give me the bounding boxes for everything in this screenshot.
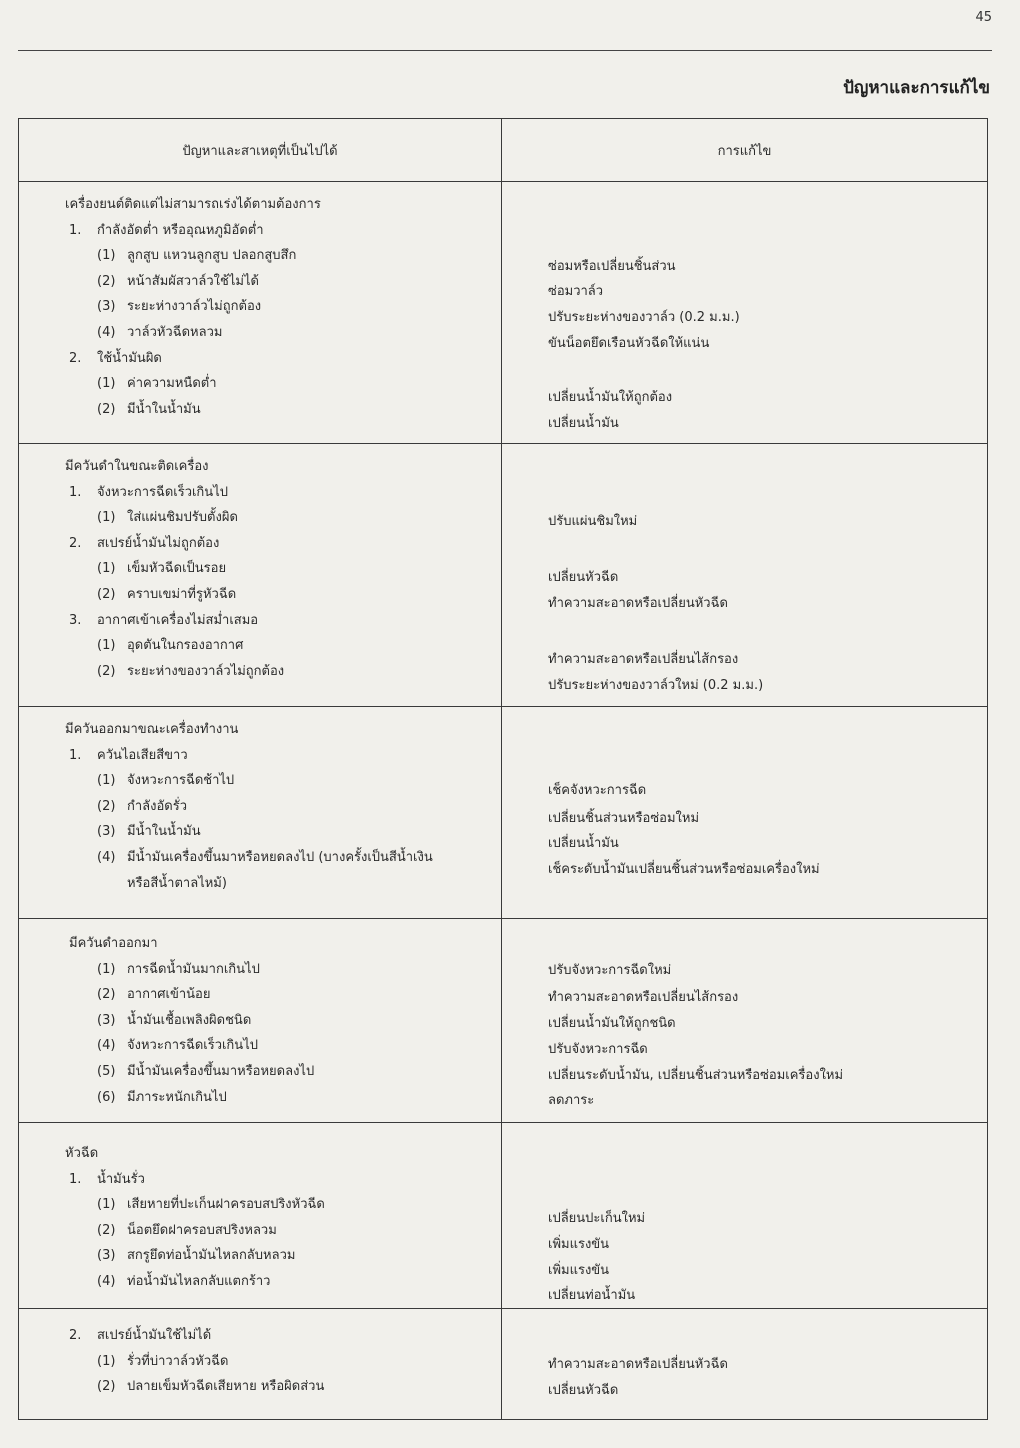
line-text: สเปรย์น้ำมันไม่ถูกต้อง bbox=[97, 535, 220, 551]
cause-subitem bbox=[65, 982, 501, 1008]
item-number: (1) bbox=[97, 773, 116, 789]
solution-text: เปลี่ยนน้ำมัน bbox=[548, 836, 619, 851]
line-text: หัวฉีด bbox=[65, 1146, 99, 1161]
cause-item bbox=[65, 743, 501, 769]
group-title bbox=[65, 1141, 501, 1167]
item-number: (1) bbox=[97, 510, 116, 526]
cause-subitem bbox=[65, 794, 501, 820]
solution-text: เปลี่ยนท่อน้ำมัน bbox=[548, 1288, 636, 1303]
solution-text: ทำความสะอาดหรือเปลี่ยนหัวฉีด bbox=[548, 1357, 728, 1372]
line-text: เสียหายที่ปะเก็นฝาครอบสปริงหัวฉีด bbox=[127, 1197, 325, 1213]
solution-text: เปลี่ยนชิ้นส่วนหรือซ่อมใหม่ bbox=[548, 811, 700, 826]
solution-text: ปรับแผ่นชิมใหม่ bbox=[548, 514, 638, 529]
cause-subitem bbox=[65, 1218, 501, 1244]
line-text: สเปรย์น้ำมันใช้ไม่ได้ bbox=[97, 1328, 212, 1343]
line-text: กำลังอัดต่ำ หรืออุณหภูมิอัดต่ำ bbox=[97, 222, 264, 238]
item-number: (1) bbox=[97, 248, 116, 264]
solution-text: เพิ่มแรงขัน bbox=[548, 1237, 610, 1252]
cause-subitem bbox=[65, 320, 501, 346]
line-text: มีน้ำในน้ำมัน bbox=[127, 401, 201, 417]
causes-cell bbox=[19, 1123, 502, 1308]
problem-group bbox=[19, 182, 987, 444]
cause-subitem bbox=[65, 768, 501, 794]
line-text: น้ำมันเชื้อเพลิงผิดชนิด bbox=[127, 1012, 252, 1028]
line-text: อากาศเข้าน้อย bbox=[127, 987, 211, 1003]
line-text: คราบเขม่าที่รูหัวฉีด bbox=[127, 586, 237, 602]
solution-text: เปลี่ยนน้ำมันให้ถูกต้อง bbox=[548, 390, 673, 405]
item-number: (4) bbox=[97, 324, 116, 340]
cause-subitem bbox=[65, 1085, 501, 1111]
solution-text: ทำความสะอาดหรือเปลี่ยนหัวฉีด bbox=[548, 596, 728, 611]
solutions-cell bbox=[502, 1123, 987, 1308]
solution-text: ปรับระยะห่างของวาล์วใหม่ (0.2 ม.ม.) bbox=[548, 678, 764, 693]
causes-cell bbox=[19, 1309, 502, 1419]
cause-subitem bbox=[65, 845, 501, 871]
line-text: จังหวะการฉีดเร็วเกินไป bbox=[127, 1038, 258, 1054]
line-text: ลูกสูบ แหวนลูกสูบ ปลอกสูบสึก bbox=[127, 248, 297, 264]
problem-group bbox=[19, 444, 987, 707]
item-number: (3) bbox=[97, 1012, 116, 1028]
item-number: (3) bbox=[97, 1248, 116, 1264]
cause-subitem bbox=[65, 582, 501, 608]
cause-subitem bbox=[65, 397, 501, 423]
line-text: มีน้ำมันเครื่องขึ้นมาหรือหยดลงไป (บางครั้งเป็นสีน้ำเงิน bbox=[127, 849, 433, 865]
solution-text: ปรับระยะห่างของวาล์ว (0.2 ม.ม.) bbox=[548, 310, 740, 325]
line-text: ระยะห่างของวาล์วไม่ถูกต้อง bbox=[127, 663, 285, 679]
line-text: มีภาระหนักเกินไป bbox=[127, 1089, 227, 1105]
solutions-cell bbox=[502, 919, 987, 1122]
item-number: (1) bbox=[97, 1197, 116, 1213]
solution-text: ซ่อมวาล์ว bbox=[548, 284, 604, 299]
cause-continuation bbox=[65, 871, 501, 897]
item-number: 3. bbox=[69, 612, 82, 628]
solutions-cell bbox=[502, 707, 987, 918]
problem-group bbox=[19, 1123, 987, 1309]
line-text: หน้าสัมผัสวาล์วใช้ไม่ได้ bbox=[127, 273, 259, 289]
cause-subitem bbox=[65, 505, 501, 531]
cause-subitem bbox=[65, 294, 501, 320]
line-text: อากาศเข้าเครื่องไม่สม่ำเสมอ bbox=[97, 612, 259, 628]
item-number: (2) bbox=[97, 1379, 116, 1395]
solution-text: ทำความสะอาดหรือเปลี่ยนไส้กรอง bbox=[548, 990, 739, 1005]
cause-subitem bbox=[65, 1243, 501, 1269]
solution-text: เปลี่ยนหัวฉีด bbox=[548, 1383, 619, 1398]
cause-item bbox=[65, 480, 501, 506]
cause-item bbox=[65, 1323, 501, 1349]
cause-subitem bbox=[65, 1008, 501, 1034]
item-number: (2) bbox=[97, 586, 116, 602]
item-number: (1) bbox=[97, 638, 116, 654]
cause-item bbox=[65, 218, 501, 244]
section-heading: ปัญหาและการแก้ไข bbox=[843, 78, 990, 98]
item-number: (4) bbox=[97, 849, 116, 865]
line-text: สกรูยึดท่อน้ำมันไหลกลับหลวม bbox=[127, 1248, 296, 1264]
cause-subitem bbox=[65, 659, 501, 685]
troubleshooting-table bbox=[18, 118, 988, 1420]
cause-subitem bbox=[65, 371, 501, 397]
solution-text: เปลี่ยนน้ำมัน bbox=[548, 416, 619, 431]
line-text: ใช้น้ำมันผิด bbox=[97, 350, 162, 366]
solution-text: เปลี่ยนน้ำมันให้ถูกชนิด bbox=[548, 1016, 676, 1031]
item-number: (2) bbox=[97, 987, 116, 1003]
item-number: (4) bbox=[97, 1273, 116, 1289]
line-text: รั่วที่บ่าวาล์วหัวฉีด bbox=[127, 1353, 229, 1369]
causes-cell bbox=[19, 444, 502, 706]
cause-subitem bbox=[65, 1033, 501, 1059]
line-text: เครื่องยนต์ติดแต่ไม่สามารถเร่งได้ตามต้องการ bbox=[65, 197, 321, 212]
line-text: การฉีดน้ำมันมากเกินไป bbox=[127, 961, 260, 977]
item-number: 2. bbox=[69, 535, 82, 551]
solution-text: เช็คจังหวะการฉีด bbox=[548, 783, 647, 798]
group-title bbox=[65, 192, 501, 218]
line-text: อุดตันในกรองอากาศ bbox=[127, 638, 244, 654]
group-title bbox=[65, 454, 501, 480]
solution-text: ขันน็อตยึดเรือนหัวฉีดให้แน่น bbox=[548, 336, 710, 351]
line-text: กำลังอัดรั่ว bbox=[127, 798, 188, 814]
problem-group bbox=[19, 707, 987, 919]
solution-text: ซ่อมหรือเปลี่ยนชิ้นส่วน bbox=[548, 259, 676, 274]
cause-subitem bbox=[65, 1374, 501, 1400]
item-number: (2) bbox=[97, 798, 116, 814]
item-number: (6) bbox=[97, 1089, 116, 1105]
line-text: น้ำมันรั่ว bbox=[97, 1171, 145, 1187]
line-text: มีควันดำออกมา bbox=[69, 936, 158, 951]
top-rule bbox=[18, 50, 992, 51]
cause-subitem bbox=[65, 819, 501, 845]
solution-text: เปลี่ยนระดับน้ำมัน, เปลี่ยนชิ้นส่วนหรือซ่อมเครื่องใหม่ bbox=[548, 1068, 844, 1083]
cause-item bbox=[65, 1167, 501, 1193]
line-text: ระยะห่างวาล์วไม่ถูกต้อง bbox=[127, 299, 262, 315]
header-causes: ปัญหาและสาเหตุที่เป็นไปได้ bbox=[19, 119, 502, 181]
table-header bbox=[19, 119, 987, 182]
cause-subitem bbox=[65, 269, 501, 295]
line-text: มีน้ำมันเครื่องขึ้นมาหรือหยดลงไป bbox=[127, 1063, 315, 1079]
solution-text: เช็คระดับน้ำมันเปลี่ยนชิ้นส่วนหรือซ่อมเครื่องใหม่ bbox=[548, 862, 820, 877]
item-number: (2) bbox=[97, 401, 116, 417]
line-text: ท่อน้ำมันไหลกลับแตกร้าว bbox=[127, 1273, 271, 1289]
cause-subitem bbox=[65, 957, 501, 983]
cause-subitem bbox=[65, 1059, 501, 1085]
cause-subitem bbox=[65, 1269, 501, 1295]
item-number: 1. bbox=[69, 484, 82, 500]
cause-subitem bbox=[65, 556, 501, 582]
solution-text: ลดภาระ bbox=[548, 1093, 595, 1108]
solutions-cell bbox=[502, 444, 987, 706]
solutions-cell bbox=[502, 1309, 987, 1419]
item-number: (3) bbox=[97, 824, 116, 840]
item-number: (5) bbox=[97, 1063, 116, 1079]
line-text: มีน้ำในน้ำมัน bbox=[127, 824, 201, 840]
item-number: 1. bbox=[69, 1171, 82, 1187]
item-number: 2. bbox=[69, 1328, 82, 1343]
item-number: 1. bbox=[69, 222, 82, 238]
solution-text: เปลี่ยนปะเก็นใหม่ bbox=[548, 1211, 646, 1226]
solution-text: เปลี่ยนหัวฉีด bbox=[548, 570, 619, 585]
cause-item bbox=[65, 346, 501, 372]
solution-text: เพิ่มแรงขัน bbox=[548, 1263, 610, 1278]
problem-group bbox=[19, 1309, 987, 1419]
line-text: ควันไอเสียสีขาว bbox=[97, 747, 188, 763]
item-number: (2) bbox=[97, 1222, 116, 1238]
cause-item bbox=[65, 608, 501, 634]
line-text: วาล์วหัวฉีดหลวม bbox=[127, 324, 223, 340]
solution-text: ทำความสะอาดหรือเปลี่ยนไส้กรอง bbox=[548, 652, 739, 667]
line-text: หรือสีน้ำตาลไหม้) bbox=[127, 875, 227, 891]
item-number: 1. bbox=[69, 747, 82, 763]
solutions-cell bbox=[502, 182, 987, 443]
page-number: 45 bbox=[975, 10, 992, 25]
item-number: (1) bbox=[97, 561, 116, 577]
line-text: มีควันออกมาขณะเครื่องทำงาน bbox=[65, 722, 239, 737]
line-text: จังหวะการฉีดเร็วเกินไป bbox=[97, 484, 228, 500]
cause-subitem bbox=[65, 243, 501, 269]
header-solutions: การแก้ไข bbox=[717, 143, 772, 159]
item-number: (3) bbox=[97, 299, 116, 315]
causes-cell bbox=[19, 707, 502, 918]
problem-group bbox=[19, 919, 987, 1123]
item-number: (4) bbox=[97, 1038, 116, 1054]
group-title bbox=[65, 717, 501, 743]
item-number: (2) bbox=[97, 273, 116, 289]
item-number: (1) bbox=[97, 1353, 116, 1369]
cause-subitem bbox=[65, 1349, 501, 1375]
item-number: (1) bbox=[97, 961, 116, 977]
causes-cell bbox=[19, 919, 502, 1122]
line-text: ปลายเข็มหัวฉีดเสียหาย หรือผิดส่วน bbox=[127, 1379, 325, 1395]
causes-cell bbox=[19, 182, 502, 443]
line-text: น็อตยึดฝาครอบสปริงหลวม bbox=[127, 1222, 277, 1238]
item-number: 2. bbox=[69, 350, 82, 366]
group-title bbox=[65, 931, 501, 957]
item-number: (2) bbox=[97, 663, 116, 679]
line-text: จังหวะการฉีดช้าไป bbox=[127, 773, 235, 789]
solution-text: ปรับจังหวะการฉีด bbox=[548, 1042, 648, 1057]
line-text: ค่าความหนืดต่ำ bbox=[127, 376, 217, 392]
line-text: ใส่แผ่นชิมปรับตั้งผิด bbox=[127, 510, 238, 526]
solution-text: ปรับจังหวะการฉีดใหม่ bbox=[548, 963, 672, 978]
line-text: เข็มหัวฉีดเป็นรอย bbox=[127, 561, 227, 577]
cause-subitem bbox=[65, 1192, 501, 1218]
cause-item bbox=[65, 531, 501, 557]
cause-subitem bbox=[65, 633, 501, 659]
line-text: มีควันดำในขณะติดเครื่อง bbox=[65, 459, 209, 474]
item-number: (1) bbox=[97, 376, 116, 392]
